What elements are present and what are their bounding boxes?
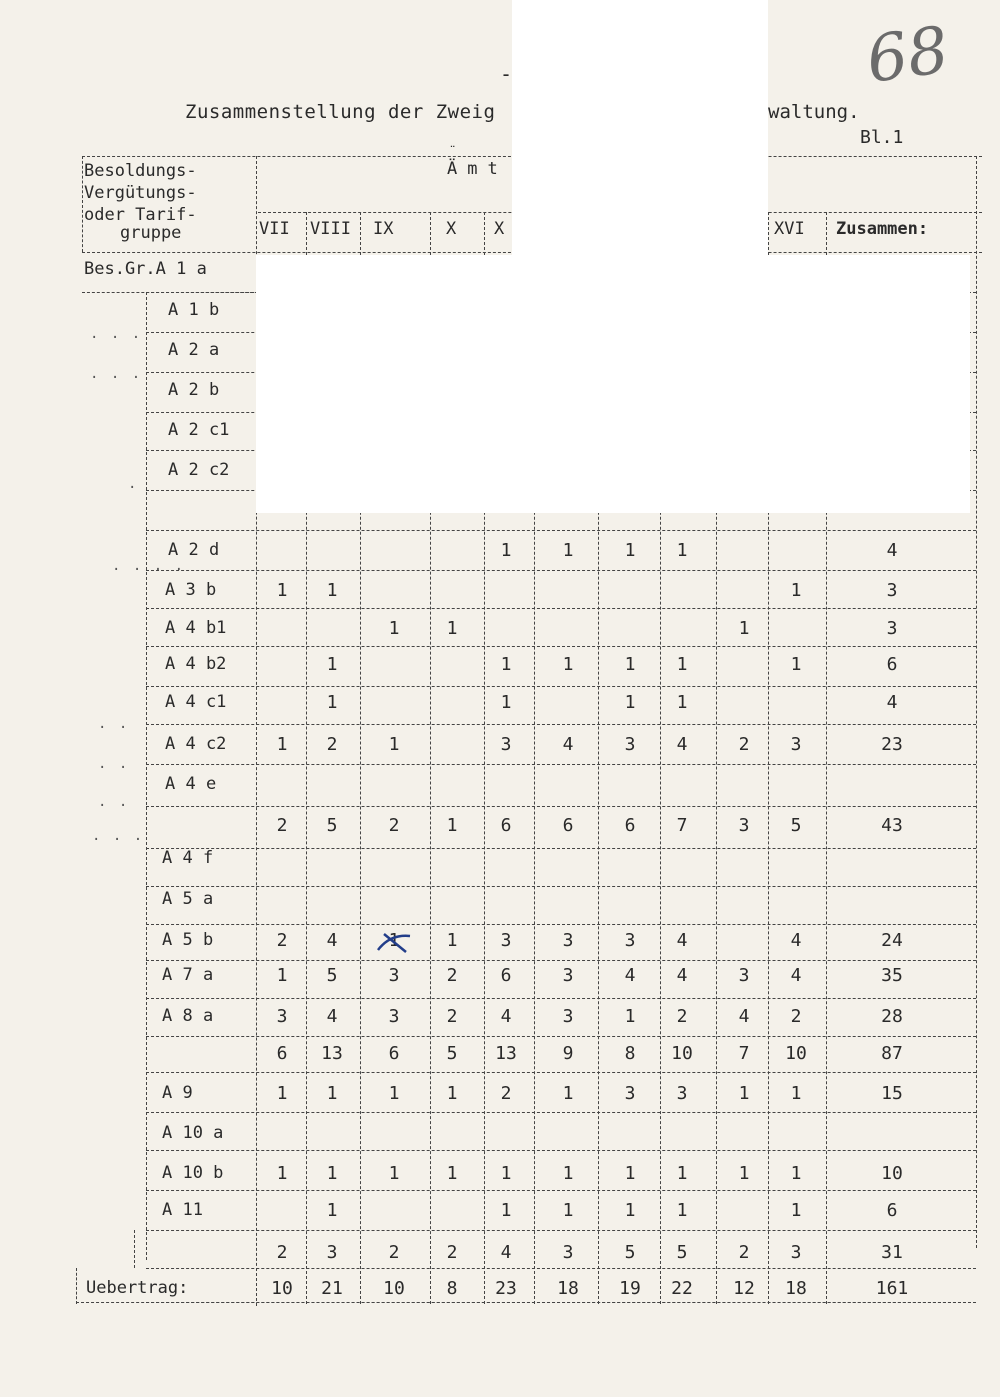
grid-line [146, 1230, 976, 1231]
row-label-a10b: A 10 b [162, 1163, 224, 1183]
table-cell: 18 [557, 1278, 579, 1299]
table-cell: 1 [500, 1163, 512, 1184]
grid-line [146, 1072, 976, 1073]
grid-line [146, 1190, 976, 1191]
table-cell: 3 [676, 1083, 688, 1104]
row-total: 28 [881, 1006, 903, 1027]
table-cell: 3 [388, 1006, 400, 1027]
leader-dots: . . . [90, 366, 143, 382]
row-total: 161 [875, 1278, 909, 1299]
table-cell: 13 [321, 1043, 343, 1064]
table-cell: 1 [562, 1163, 574, 1184]
grid-line [76, 1302, 966, 1303]
table-cell: 4 [500, 1006, 512, 1027]
row-label-a3b: A 3 b [165, 580, 217, 600]
table-cell: 4 [790, 965, 802, 986]
table-cell: 3 [790, 1242, 802, 1263]
grid-line [146, 608, 976, 609]
row-label-a2c2: A 2 c2 [168, 460, 230, 480]
table-cell: 6 [276, 1043, 288, 1064]
row-label-a5b: A 5 b [162, 930, 214, 950]
leader-dots: . . [98, 756, 130, 772]
grid-line [146, 530, 976, 531]
table-cell: 5 [624, 1242, 636, 1263]
column-header-ix: IX [373, 219, 394, 239]
row-label-a10a: A 10 a [162, 1123, 224, 1143]
table-cell: 1 [738, 1083, 750, 1104]
table-cell: 2 [276, 815, 288, 836]
table-cell: 1 [388, 618, 400, 639]
row-total: 15 [881, 1083, 903, 1104]
row-total: 3 [886, 618, 898, 639]
row-label-a4c1: A 4 c1 [165, 692, 227, 712]
table-cell: 3 [500, 734, 512, 755]
table-cell: 1 [562, 654, 574, 675]
table-cell: 5 [790, 815, 802, 836]
table-cell: 1 [326, 580, 338, 601]
table-cell: 2 [446, 965, 458, 986]
table-cell: 7 [738, 1043, 750, 1064]
grid-line [976, 156, 977, 1248]
grid-line [146, 848, 976, 849]
table-cell: 2 [276, 1242, 288, 1263]
table-cell: 3 [624, 734, 636, 755]
table-cell: 3 [562, 1242, 574, 1263]
row-total: 10 [881, 1163, 903, 1184]
column-header-x-partial: X [494, 219, 505, 239]
table-cell: 1 [388, 1163, 400, 1184]
table-cell: 1 [500, 540, 512, 561]
document-heading-left: Zusammenstellung der Zweig [185, 101, 496, 123]
grid-line [146, 1036, 976, 1037]
table-cell: 1 [790, 654, 802, 675]
table-cell: 3 [738, 815, 750, 836]
table-cell: 1 [676, 654, 688, 675]
grid-line [146, 998, 976, 999]
table-cell: 23 [495, 1278, 517, 1299]
table-cell: 1 [562, 1083, 574, 1104]
group-header: Ämt [447, 159, 508, 179]
table-cell: 19 [619, 1278, 641, 1299]
row-total: 4 [886, 540, 898, 561]
table-cell: 1 [276, 1163, 288, 1184]
table-cell: 3 [738, 965, 750, 986]
table-cell: 18 [785, 1278, 807, 1299]
grid-line [146, 686, 976, 687]
row-label-a4f: A 4 f [162, 848, 214, 868]
table-cell: 21 [321, 1278, 343, 1299]
row-label-a1b: A 1 b [168, 300, 220, 320]
table-cell: 2 [676, 1006, 688, 1027]
sheet-label: Bl.1 [860, 127, 904, 148]
table-cell: 1 [326, 1083, 338, 1104]
table-cell: 9 [562, 1043, 574, 1064]
table-cell: 4 [326, 1006, 338, 1027]
strike-mark [376, 930, 412, 954]
table-cell: 1 [500, 692, 512, 713]
table-cell: 3 [562, 1006, 574, 1027]
table-cell: 1 [790, 580, 802, 601]
column-header-xvi: XVI [774, 219, 805, 239]
table-cell: 2 [326, 734, 338, 755]
grid-line [146, 960, 976, 961]
grid-line [82, 156, 83, 252]
table-cell: 6 [562, 815, 574, 836]
leader-dots: . . [98, 794, 130, 810]
table-cell: 5 [326, 815, 338, 836]
top-dash: - [500, 62, 513, 86]
grid-line [76, 1268, 77, 1304]
grid-line [146, 1150, 976, 1151]
leader-dots: . . . . [112, 558, 186, 574]
row-total: 6 [886, 1200, 898, 1221]
table-cell: 2 [738, 1242, 750, 1263]
row-total: 6 [886, 654, 898, 675]
table-cell: 2 [790, 1006, 802, 1027]
table-cell: 1 [790, 1200, 802, 1221]
table-cell: 1 [624, 692, 636, 713]
leader-dots: . . [98, 716, 130, 732]
grid-line [146, 1112, 976, 1113]
row-label-a2c1: A 2 c1 [168, 420, 230, 440]
table-cell: 1 [446, 618, 458, 639]
table-cell: 1 [562, 1200, 574, 1221]
table-cell: 1 [738, 618, 750, 639]
table-cell: 5 [676, 1242, 688, 1263]
row-label-a4e: A 4 e [165, 774, 217, 794]
table-cell: 1 [738, 1163, 750, 1184]
table-cell: 1 [388, 930, 400, 951]
row-label-a7a: A 7 a [162, 965, 214, 985]
table-cell: 1 [276, 580, 288, 601]
handwritten-page-number: 68 [862, 13, 954, 98]
table-cell: 3 [562, 930, 574, 951]
table-cell: 13 [495, 1043, 517, 1064]
table-cell: 1 [326, 654, 338, 675]
column-header-vii: VII [259, 219, 290, 239]
redaction-middle-frame [256, 255, 970, 513]
row-total: 87 [881, 1043, 903, 1064]
grid-line [146, 1268, 976, 1269]
table-cell: 1 [624, 654, 636, 675]
table-cell: 1 [562, 540, 574, 561]
table-cell: 6 [388, 1043, 400, 1064]
row-label-a1a: Bes.Gr.A 1 a [84, 259, 207, 279]
table-cell: 1 [790, 1083, 802, 1104]
table-cell: 4 [326, 930, 338, 951]
table-cell: 7 [676, 815, 688, 836]
table-cell: 3 [790, 734, 802, 755]
table-cell: 2 [276, 930, 288, 951]
table-cell: 1 [276, 734, 288, 755]
table-cell: 5 [326, 965, 338, 986]
table-cell: 1 [446, 1163, 458, 1184]
table-cell: 10 [671, 1043, 693, 1064]
table-cell: 1 [676, 540, 688, 561]
table-cell: 1 [388, 734, 400, 755]
first-col-header-line-3: oder Tarif- [84, 205, 197, 225]
table-cell: 6 [500, 815, 512, 836]
row-label-uebertrag: Uebertrag: [86, 1278, 189, 1298]
table-cell: 4 [790, 930, 802, 951]
first-col-header-line-2: Vergütungs- [84, 183, 197, 203]
table-cell: 12 [733, 1278, 755, 1299]
table-cell: 10 [785, 1043, 807, 1064]
table-cell: 4 [562, 734, 574, 755]
row-total: 3 [886, 580, 898, 601]
table-cell: 1 [676, 692, 688, 713]
row-label-a4b1: A 4 b1 [165, 618, 227, 638]
table-cell: 1 [388, 1083, 400, 1104]
table-cell: 1 [446, 930, 458, 951]
column-header-viii: VIII [310, 219, 351, 239]
row-label-a4b2: A 4 b2 [165, 654, 227, 674]
grid-line [146, 646, 976, 647]
grid-line [146, 924, 976, 925]
table-cell: 2 [446, 1006, 458, 1027]
table-cell: 1 [624, 540, 636, 561]
table-cell: 22 [671, 1278, 693, 1299]
first-col-header-line-4: gruppe [120, 223, 182, 243]
row-label-a5a: A 5 a [162, 889, 214, 909]
table-cell: 1 [500, 1200, 512, 1221]
table-cell: 1 [790, 1163, 802, 1184]
table-cell: 1 [624, 1006, 636, 1027]
column-header-x: X [446, 219, 457, 239]
table-cell: 2 [388, 815, 400, 836]
table-cell: 4 [738, 1006, 750, 1027]
table-cell: 5 [446, 1043, 458, 1064]
table-cell: 2 [446, 1242, 458, 1263]
row-total: 23 [881, 734, 903, 755]
table-cell: 10 [383, 1278, 405, 1299]
table-cell: 1 [624, 1200, 636, 1221]
grid-line [146, 886, 976, 887]
table-cell: 3 [388, 965, 400, 986]
table-cell: 2 [388, 1242, 400, 1263]
table-cell: 3 [624, 1083, 636, 1104]
table-cell: 1 [276, 965, 288, 986]
table-cell: 1 [446, 815, 458, 836]
table-cell: 3 [326, 1242, 338, 1263]
grid-line [134, 1230, 135, 1268]
table-cell: 3 [562, 965, 574, 986]
row-label-a2d: A 2 d [168, 540, 220, 560]
row-total: 31 [881, 1242, 903, 1263]
grid-line [146, 724, 976, 725]
table-cell: 4 [676, 965, 688, 986]
table-cell: 1 [676, 1200, 688, 1221]
table-cell: 8 [446, 1278, 458, 1299]
first-col-header-line-1: Besoldungs- [84, 161, 197, 181]
row-label-a9: A 9 [162, 1083, 193, 1103]
row-total: 4 [886, 692, 898, 713]
table-cell: 1 [326, 1200, 338, 1221]
table-cell: 4 [676, 930, 688, 951]
table-cell: 1 [276, 1083, 288, 1104]
table-cell: 2 [738, 734, 750, 755]
table-cell: 1 [624, 1163, 636, 1184]
table-cell: 1 [676, 1163, 688, 1184]
table-cell: 1 [500, 654, 512, 675]
table-cell: 6 [624, 815, 636, 836]
grid-line [146, 570, 976, 571]
table-cell: 10 [271, 1278, 293, 1299]
leader-dots: . . . [92, 828, 145, 844]
row-total: 24 [881, 930, 903, 951]
document-heading-right: waltung. [768, 101, 860, 123]
table-cell: 1 [446, 1083, 458, 1104]
table-cell: 1 [326, 1163, 338, 1184]
table-cell: 2 [500, 1083, 512, 1104]
table-cell: 1 [326, 692, 338, 713]
leader-dots: . [128, 476, 139, 492]
row-label-a8a: A 8 a [162, 1006, 214, 1026]
row-label-a2b: A 2 b [168, 380, 220, 400]
column-header-zusammen: Zusammen: [836, 219, 929, 239]
table-cell: 4 [624, 965, 636, 986]
redaction-top [512, 0, 768, 255]
table-cell: 4 [676, 734, 688, 755]
table-cell: 3 [624, 930, 636, 951]
row-label-a11: A 11 [162, 1200, 203, 1220]
grid-line [146, 292, 147, 1260]
table-cell: 3 [276, 1006, 288, 1027]
table-cell: 3 [500, 930, 512, 951]
row-total: 43 [881, 815, 903, 836]
table-cell: 6 [500, 965, 512, 986]
row-label-a2a: A 2 a [168, 340, 220, 360]
table-cell: 8 [624, 1043, 636, 1064]
grid-line [146, 764, 976, 765]
leader-dots: . . . [90, 326, 143, 342]
row-total: 35 [881, 965, 903, 986]
umlaut-dots: ¨ [449, 144, 457, 158]
table-cell: 4 [500, 1242, 512, 1263]
row-label-a4c2: A 4 c2 [165, 734, 227, 754]
grid-line [146, 806, 976, 807]
